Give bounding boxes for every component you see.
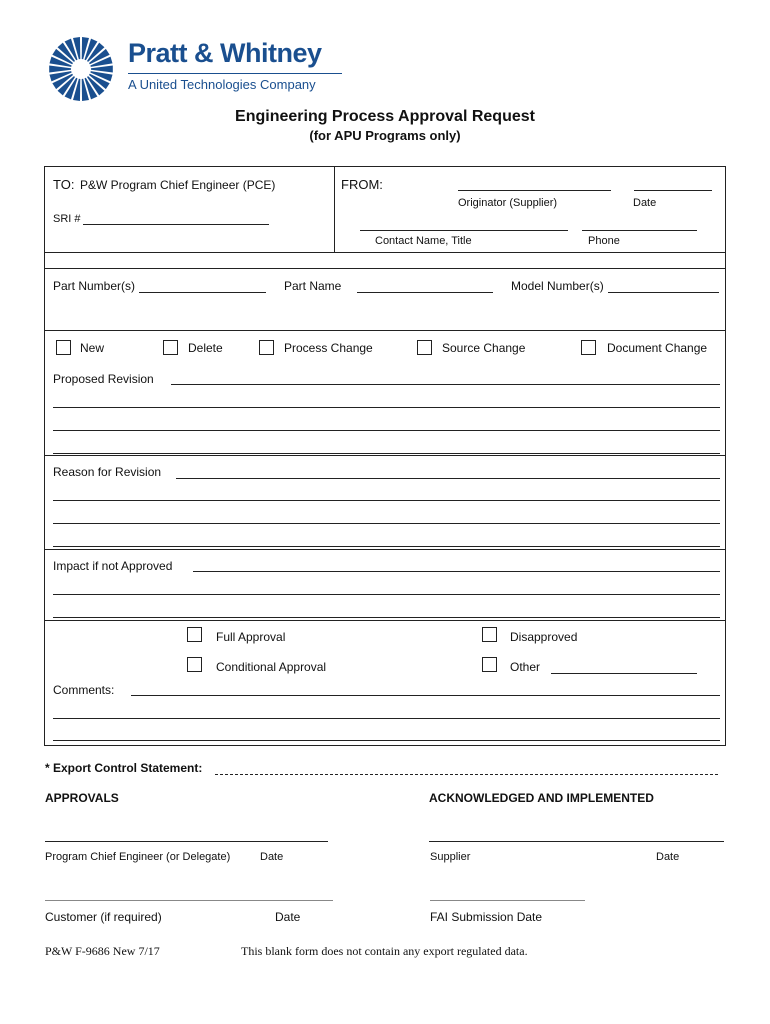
- export-disclaimer: This blank form does not contain any export regulated data.: [241, 944, 528, 958]
- contact-label: Contact Name, Title: [375, 235, 472, 247]
- reason-label: Reason for Revision: [53, 465, 162, 479]
- full-approval-label: Full Approval: [216, 630, 286, 644]
- other-field[interactable]: [551, 673, 697, 674]
- form-number: P&W F-9686 New 7/17: [45, 944, 160, 958]
- parts-bottom-line: [44, 330, 726, 331]
- customer-date-label: Date: [275, 910, 301, 924]
- supplier-signature-field[interactable]: [429, 841, 724, 842]
- part-numbers-label: Part Number(s): [53, 279, 136, 293]
- brand-name: Pratt & Whitney: [128, 38, 322, 68]
- approvals-heading: APPROVALS: [45, 791, 119, 805]
- pce-label: Program Chief Engineer (or Delegate): [45, 851, 231, 863]
- impact-label: Impact if not Approved: [53, 559, 173, 573]
- to-value: P&W Program Chief Engineer (PCE): [80, 178, 276, 192]
- from-label: FROM:: [341, 177, 383, 192]
- sri-field[interactable]: [83, 224, 269, 225]
- new-label: New: [80, 341, 105, 355]
- delete-label: Delete: [188, 341, 223, 355]
- reason-line-2[interactable]: [53, 500, 720, 501]
- comments-line-2[interactable]: [53, 718, 720, 719]
- form-subtitle: (for APU Programs only): [309, 128, 461, 143]
- address-bottom-line: [44, 252, 726, 253]
- brand-divider: [128, 73, 342, 74]
- form-border: [44, 166, 726, 746]
- from-date-label: Date: [633, 197, 657, 209]
- customer-label: Customer (if required): [45, 910, 162, 924]
- to-from-divider: [334, 166, 335, 252]
- form-title: Engineering Process Approval Request: [235, 108, 535, 125]
- document-change-checkbox[interactable]: [581, 340, 596, 355]
- part-name-field[interactable]: [357, 292, 493, 293]
- impact-section-divider: [44, 620, 726, 621]
- source-change-label: Source Change: [442, 341, 526, 355]
- customer-signature-field[interactable]: [45, 900, 333, 901]
- reason-line-3[interactable]: [53, 523, 720, 524]
- model-numbers-field[interactable]: [608, 292, 719, 293]
- impact-line-3[interactable]: [53, 617, 720, 618]
- pce-signature-field[interactable]: [45, 841, 328, 842]
- part-numbers-field[interactable]: [139, 292, 266, 293]
- part-name-label: Part Name: [284, 279, 342, 293]
- sri-label: SRI #: [53, 213, 81, 225]
- company-logo: [48, 36, 348, 100]
- phone-field[interactable]: [582, 230, 697, 231]
- source-change-checkbox[interactable]: [417, 340, 432, 355]
- export-control-label: * Export Control Statement:: [45, 761, 203, 775]
- reason-section-divider: [44, 549, 726, 550]
- impact-line-1[interactable]: [193, 571, 720, 572]
- process-change-label: Process Change: [284, 341, 373, 355]
- comments-line-1[interactable]: [131, 695, 720, 696]
- proposed-revision-line-2[interactable]: [53, 407, 720, 408]
- disapproved-checkbox[interactable]: [482, 627, 497, 642]
- brand-tagline: A United Technologies Company: [128, 77, 316, 92]
- proposed-revision-line-3[interactable]: [53, 430, 720, 431]
- supplier-label: Supplier: [430, 851, 471, 863]
- model-numbers-label: Model Number(s): [511, 279, 604, 293]
- to-prefix: TO:: [53, 177, 75, 192]
- reason-line-1[interactable]: [176, 478, 720, 479]
- conditional-approval-label: Conditional Approval: [216, 660, 327, 674]
- export-control-field[interactable]: [215, 774, 718, 775]
- address-bottom-line-2: [44, 268, 726, 269]
- process-change-checkbox[interactable]: [259, 340, 274, 355]
- originator-field[interactable]: [458, 190, 611, 191]
- fai-signature-field[interactable]: [430, 900, 585, 901]
- proposed-revision-label: Proposed Revision: [53, 372, 154, 386]
- document-change-label: Document Change: [607, 341, 708, 355]
- impact-line-2[interactable]: [53, 594, 720, 595]
- other-label: Other: [510, 660, 541, 674]
- other-checkbox[interactable]: [482, 657, 497, 672]
- phone-label: Phone: [588, 235, 620, 247]
- originator-label: Originator (Supplier): [458, 197, 558, 209]
- proposed-revision-line-4[interactable]: [53, 453, 720, 454]
- reason-line-4[interactable]: [53, 546, 720, 547]
- fai-label: FAI Submission Date: [430, 910, 543, 924]
- comments-label: Comments:: [53, 683, 115, 697]
- conditional-approval-checkbox[interactable]: [187, 657, 202, 672]
- supplier-date-label: Date: [656, 851, 680, 863]
- contact-field[interactable]: [360, 230, 568, 231]
- comments-line-3[interactable]: [53, 740, 720, 741]
- pce-date-label: Date: [260, 851, 284, 863]
- new-checkbox[interactable]: [56, 340, 71, 355]
- proposed-section-divider: [44, 455, 726, 456]
- delete-checkbox[interactable]: [163, 340, 178, 355]
- full-approval-checkbox[interactable]: [187, 627, 202, 642]
- disapproved-label: Disapproved: [510, 630, 578, 644]
- sunburst-logo-icon: [48, 36, 114, 102]
- proposed-revision-line-1[interactable]: [171, 384, 720, 385]
- acknowledged-heading: ACKNOWLEDGED AND IMPLEMENTED: [429, 791, 654, 805]
- from-date-field[interactable]: [634, 190, 712, 191]
